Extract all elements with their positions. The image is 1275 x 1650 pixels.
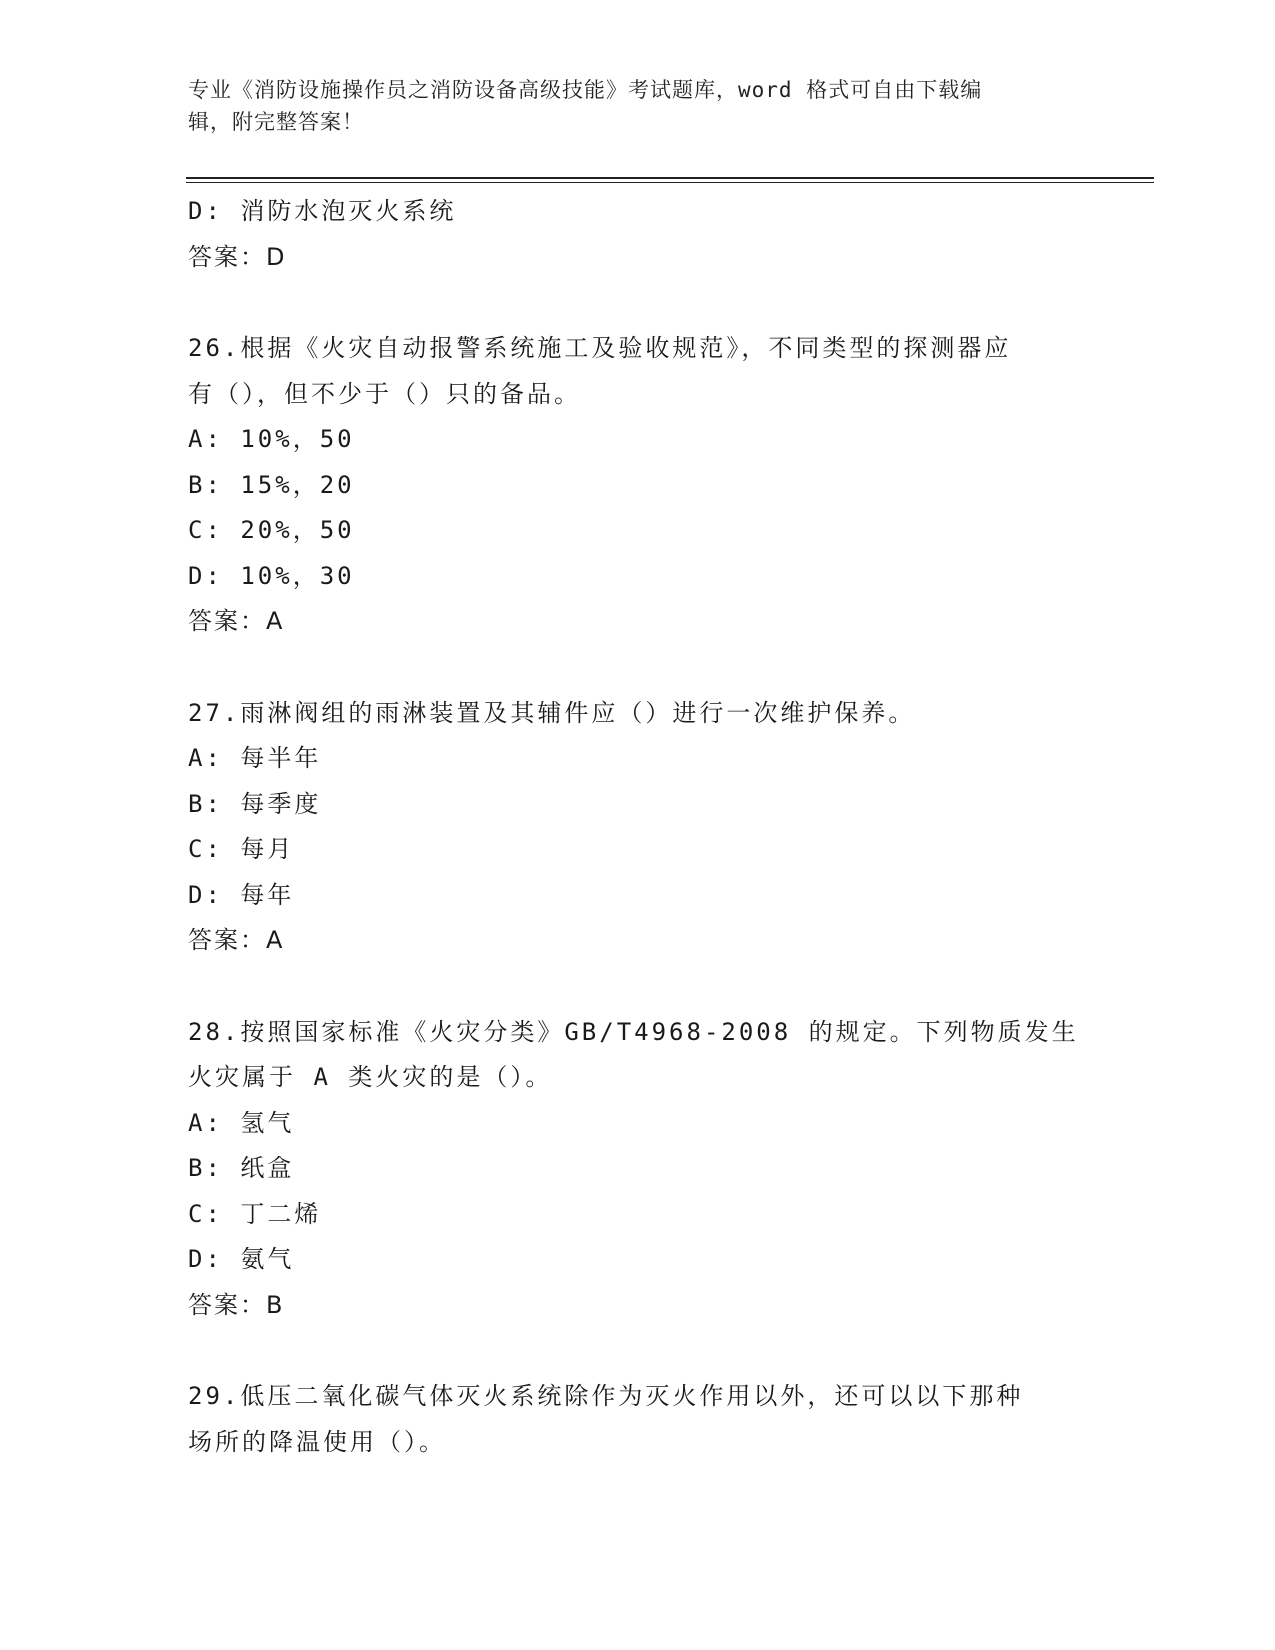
header-divider-thin	[186, 182, 1154, 183]
option-a: A: 氢气	[188, 1108, 295, 1137]
option-d: D: 每年	[188, 880, 295, 909]
option-a: A: 10%，50	[188, 425, 355, 453]
spacer	[188, 645, 1088, 691]
answer: 答案：A	[188, 607, 285, 635]
option-d: D: 10%，30	[188, 561, 355, 590]
option-b: B: 15%，20	[188, 470, 355, 499]
question-26	[188, 326, 1088, 645]
option-d: D: 消防水泡灭火系统	[188, 197, 457, 225]
option-b: B: 每季度	[188, 789, 322, 818]
answer: 答案：D	[188, 242, 287, 271]
answer: 答案：B	[188, 1290, 285, 1319]
question-stem: 29.低压二氧化碳气体灭火系统除作为灭火作用以外，还可以以下那种	[188, 1382, 1024, 1410]
option-c: C: 20%，50	[188, 516, 355, 544]
spacer	[188, 1328, 1088, 1374]
question-27	[188, 691, 1088, 964]
answer: 答案：A	[188, 926, 285, 954]
header-line-2: 辑，附完整答案！	[188, 110, 364, 134]
question-stem: 28.按照国家标准《火灾分类》GB/T4968-2008 的规定。下列物质发生	[188, 1017, 1079, 1046]
question-stem: 26.根据《火灾自动报警系统施工及验收规范》，不同类型的探测器应	[188, 334, 1012, 362]
question-29	[188, 1374, 1088, 1465]
option-c: C: 每月	[188, 835, 295, 863]
question-stem: 有（），但不少于（）只的备品。	[188, 379, 581, 408]
option-d: D: 氨气	[188, 1245, 295, 1273]
question-28	[188, 1010, 1088, 1329]
spacer	[188, 964, 1088, 1010]
question-stem: 火灾属于 A 类火灾的是（）。	[188, 1063, 553, 1091]
question-stem: 27.雨淋阀组的雨淋装置及其辅件应（）进行一次维护保养。	[188, 698, 916, 727]
question-stem: 场所的降温使用（）。	[188, 1427, 446, 1456]
question-list	[188, 189, 1088, 1465]
page-header	[188, 74, 1068, 138]
option-a: A: 每半年	[188, 744, 322, 772]
header-divider-thick	[186, 177, 1154, 179]
spacer	[188, 280, 1088, 326]
question-25-tail	[188, 189, 1088, 280]
header-line-1: 专业《消防设施操作员之消防设备高级技能》考试题库，word 格式可自由下载编	[188, 78, 983, 102]
option-b: B: 纸盒	[188, 1154, 295, 1182]
option-c: C: 丁二烯	[188, 1199, 322, 1228]
